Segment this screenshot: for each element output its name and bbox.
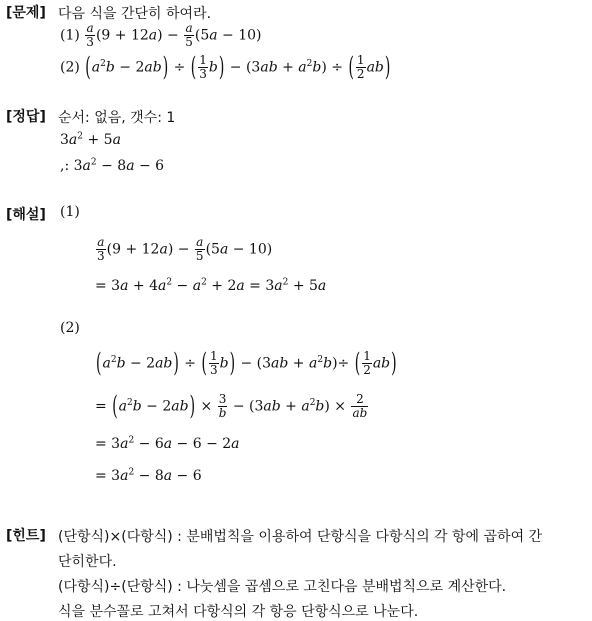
solution-1-step-1: $\frac{a}{3}$ (9 + 12a) − $\frac{a}{5}$ (5a − 10) xyxy=(97,235,273,263)
solution-2-step-2: = $(a^2b - 2ab)$ × $\frac{3}{b}$ − $(3ab + a^2b)$ × $\frac{2}{ab}$ xyxy=(95,391,368,422)
answer-label: [정답] xyxy=(6,109,46,125)
problem-item-1-number: (1) xyxy=(60,27,80,44)
problem-prompt: 다음 식을 간단히 하여라. xyxy=(58,6,212,22)
problem-item-1: (1) $\frac{a}{3}$ (9 + 12a) − $\frac{a}{5}$ (5a − 10) xyxy=(60,21,262,49)
answer-2: ,: $3a^2 - 8a - 6$ xyxy=(60,157,165,174)
problem-item-2: (2) $(a^2b - 2ab)$ ÷ ( $\frac{1}{3}$ $b) - (3ab + a^2b)$ ÷ ( $\frac{1}{2}$ ab) xyxy=(60,52,391,83)
answer-meta: 순서: 없음, 갯수: 1 xyxy=(58,110,176,126)
solution-label: [해설] xyxy=(6,207,46,223)
solution-2-step-4: = $3a^2 - 8a - 6$ xyxy=(95,467,202,484)
solution-2-step-3: = $3a^2 - 6a - 6 - 2a$ xyxy=(95,435,240,452)
answer-2-prefix: ,: xyxy=(60,158,74,174)
hint-line-3: (다항식)÷(단항식) : 나눗셈을 곱셈으로 고친다음 분배법칙으로 계산한다. xyxy=(58,579,507,595)
hint-line-2: 단히한다. xyxy=(58,554,117,570)
hint-line-1: (단항식)×(다항식) : 분배법칙을 이용하여 단항식을 다항식의 각 항에 곱하여 간 xyxy=(58,529,543,545)
solution-part-1-number: (1) xyxy=(60,204,80,220)
problem-label: [문제] xyxy=(6,5,46,21)
problem-item-2-number: (2) xyxy=(60,59,80,76)
solution-2-step-1: $(a^2b - 2ab)$ ÷ ( $\frac{1}{3}$ $b) - (3ab + a^2b)\div$ ( $\frac{1}{2}$ ab) xyxy=(96,348,397,379)
solution-part-2-number: (2) xyxy=(60,320,80,336)
solution-1-step-2: = $3a + 4a^2 - a^2 + 2a = 3a^2 + 5a$ xyxy=(95,277,327,294)
answer-1: $3a^2 + 5a$ xyxy=(60,131,121,148)
hint-label: [힌트] xyxy=(6,528,46,544)
hint-line-4: 식을 분수꼴로 고쳐서 다항식의 각 항응 단항식으로 나눈다. xyxy=(58,604,419,620)
